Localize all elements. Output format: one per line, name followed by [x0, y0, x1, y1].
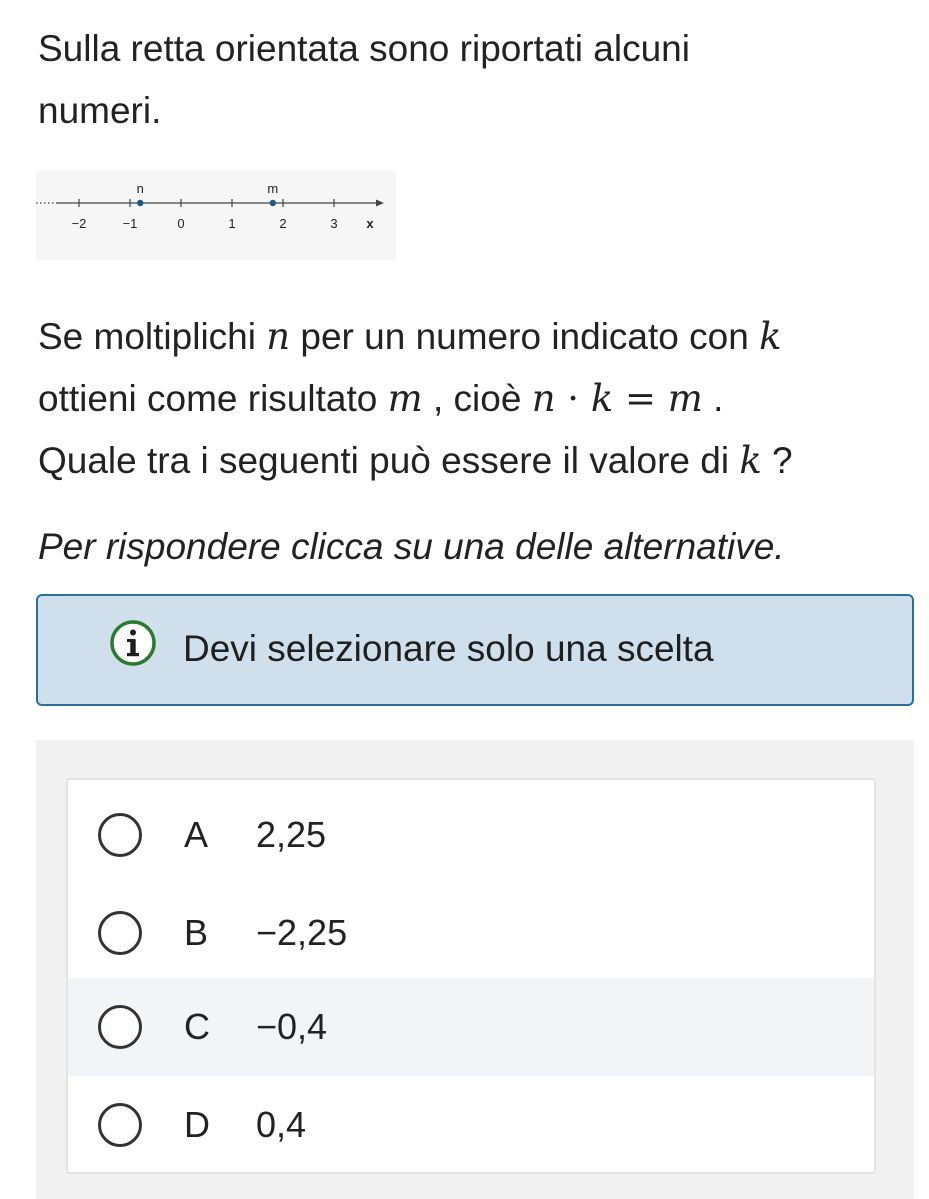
option-value: 0,4	[256, 1104, 307, 1145]
number-line	[36, 170, 396, 260]
point-label-n: n	[136, 181, 144, 196]
question-text-part: Se moltiplichi	[38, 316, 267, 357]
option-letter: B	[184, 912, 209, 953]
question-text-part: Quale tra i seguenti può essere il valore di	[38, 440, 740, 481]
question-text-part: per un numero indicato con	[290, 316, 760, 357]
tick-label: 3	[330, 216, 338, 231]
point-label-m: m	[267, 181, 279, 196]
question-line-3	[38, 430, 908, 492]
question-text	[38, 306, 908, 492]
intro-line-2: numeri.	[38, 90, 162, 131]
tick-label: −1	[122, 216, 138, 231]
eq-var-n: n	[531, 377, 556, 420]
tick-label: −2	[71, 216, 87, 231]
eq-equals: =	[613, 377, 668, 420]
question-text-part: ottieni come risultato	[38, 378, 388, 419]
instruction-text: Per rispondere clicca su una delle alternative.	[38, 526, 785, 567]
eq-var-k: k	[590, 377, 614, 420]
radio-button[interactable]	[98, 1005, 142, 1049]
var-k: k	[739, 439, 762, 482]
question-text-part: ?	[761, 440, 793, 481]
question-line-1	[38, 306, 908, 368]
option-b[interactable]	[68, 884, 874, 982]
radio-button[interactable]	[98, 911, 142, 955]
intro-line-1: Sulla retta orientata sono riportati alcuni	[38, 28, 690, 69]
eq-dot: ·	[555, 377, 591, 420]
option-letter: A	[184, 814, 209, 855]
info-banner	[36, 594, 914, 706]
options-list	[66, 778, 876, 1174]
option-value: −2,25	[256, 912, 348, 953]
option-d[interactable]	[68, 1076, 874, 1174]
axis-label: x	[366, 216, 374, 231]
question-text-part: .	[702, 378, 724, 419]
question-line-2	[38, 368, 908, 430]
tick-label: 2	[279, 216, 287, 231]
var-n: n	[266, 315, 291, 358]
option-letter: C	[184, 1006, 210, 1047]
option-c[interactable]	[68, 978, 874, 1076]
number-line-figure	[36, 170, 396, 260]
radio-button[interactable]	[98, 813, 142, 857]
option-a[interactable]	[68, 786, 874, 884]
var-m: m	[387, 377, 423, 420]
info-icon	[108, 618, 158, 668]
var-k: k	[759, 315, 782, 358]
option-value: 2,25	[256, 814, 327, 855]
tick-label: 0	[177, 216, 185, 231]
point-m	[270, 200, 276, 206]
intro-text	[38, 18, 898, 142]
tick-label: 1	[228, 216, 236, 231]
question-text-part: , cioè	[422, 378, 532, 419]
eq-var-m: m	[667, 377, 703, 420]
option-letter: D	[184, 1104, 210, 1145]
option-value: −0,4	[256, 1006, 328, 1047]
info-text: Devi selezionare solo una scelta	[183, 628, 714, 669]
radio-button[interactable]	[98, 1103, 142, 1147]
axis-arrow	[376, 200, 384, 207]
point-n	[137, 200, 143, 206]
